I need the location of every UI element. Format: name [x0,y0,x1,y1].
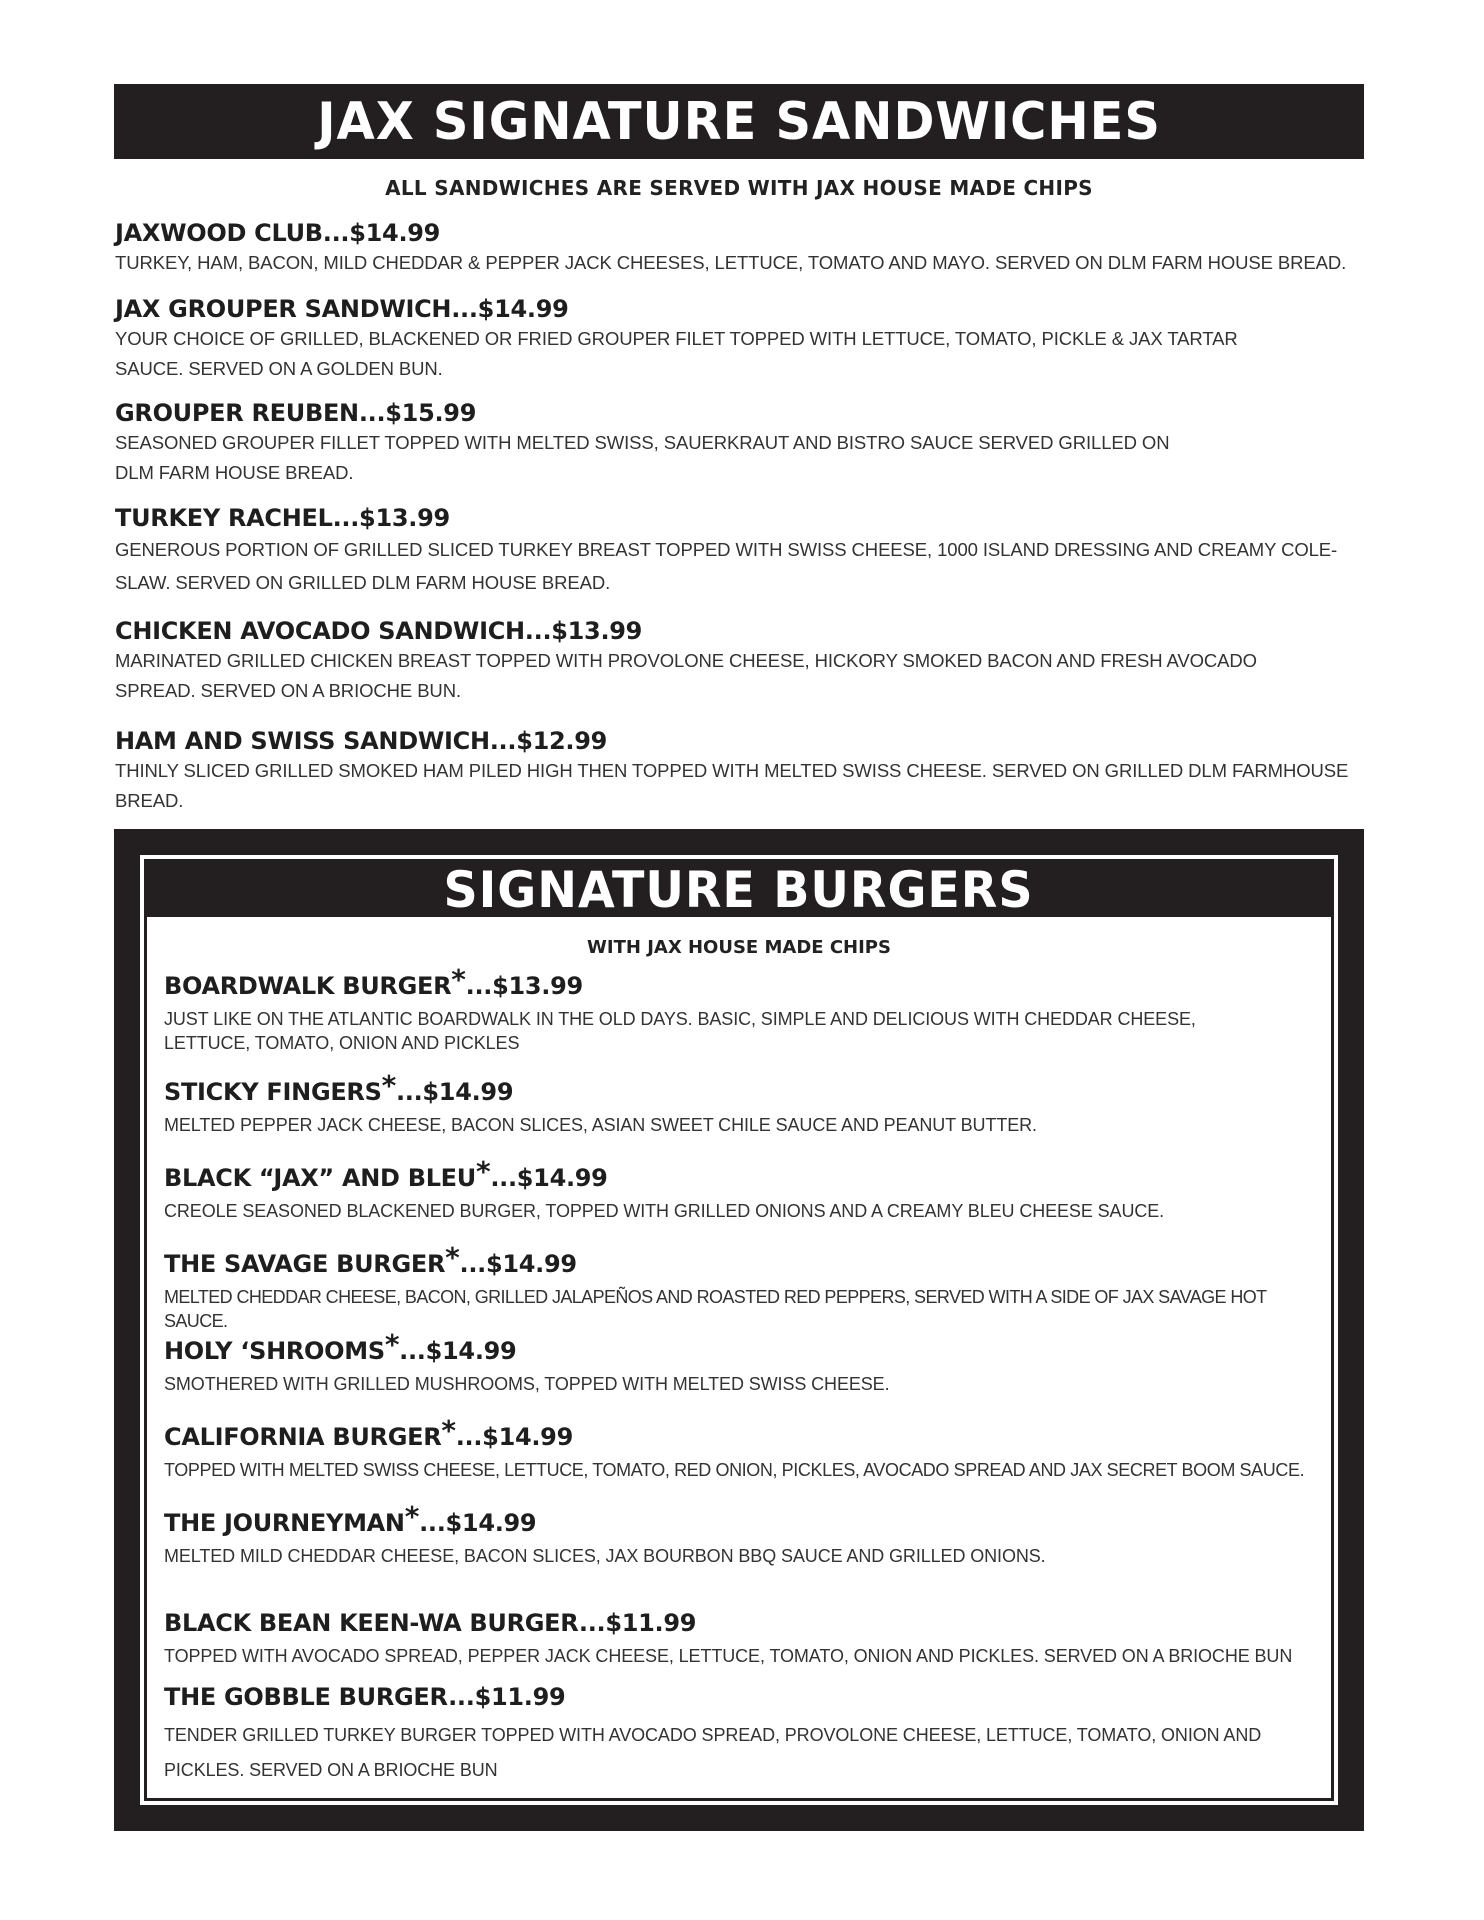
item-name: STICKY FINGERS*...$14.99 [164,1069,514,1106]
star-marker: * [441,1414,456,1447]
item-description: THINLY SLICED GRILLED SMOKED HAM PILED HIGH THEN TOPPED WITH MELTED SWISS CHEESE. SERVED ON GRILLED DLM FARMHOUSE BREAD. [115,760,1349,811]
item-name: BOARDWALK BURGER*...$13.99 [164,963,583,1000]
burgers-panel-inner [140,855,1338,1805]
star-marker: * [384,1328,400,1361]
burgers-header-bar [147,862,1331,917]
item-description: YOUR CHOICE OF GRILLED, BLACKENED OR FRIED GROUPER FILET TOPPED WITH LETTUCE, TOMATO, PICKLE & JAX TARTAR SAUCE. SERVED ON A GOLDEN BUN. [115,328,1238,379]
star-marker: * [404,1500,420,1533]
item-name: THE SAVAGE BURGER*...$14.99 [164,1241,577,1278]
burgers-frame [144,859,1334,1801]
menu-item [164,1241,1334,1333]
item-description: GENEROUS PORTION OF GRILLED SLICED TURKEY BREAST TOPPED WITH SWISS CHEESE, 1000 ISLAND DRESSING AND CREAMY COLE-SLAW. SERVED ON GRILLED DLM FARM HOUSE BREAD. [115,539,1338,593]
item-description: MELTED CHEDDAR CHEESE, BACON, GRILLED JALAPEÑOS AND ROASTED RED PEPPERS, SERVED WITH A SIDE OF JAX SAVAGE HOT SAUCE. [164,1287,1267,1331]
menu-item [115,616,1335,706]
item-name: JAX GROUPER SANDWICH...$14.99 [115,295,569,323]
burgers-title: SIGNATURE BURGERS [444,860,1034,919]
menu-item [115,503,1365,599]
menu-item [164,1155,1334,1223]
item-description: TOPPED WITH MELTED SWISS CHEESE, LETTUCE, TOMATO, RED ONION, PICKLES, AVOCADO SPREAD AND JAX SECRET BOOM SAUCE. [164,1460,1305,1480]
item-description: MELTED MILD CHEDDAR CHEESE, BACON SLICES, JAX BOURBON BBQ SAUCE AND GRILLED ONIONS. [164,1546,1046,1566]
item-description: TURKEY, HAM, BACON, MILD CHEDDAR & PEPPER JACK CHEESES, LETTUCE, TOMATO AND MAYO. SERVED ON DLM FARM HOUSE BREAD. [115,252,1347,273]
item-name: THE JOURNEYMAN*...$14.99 [164,1500,537,1537]
star-marker: * [475,1155,491,1188]
menu-item [164,1682,1304,1788]
menu-item [115,398,1205,488]
item-description: SEASONED GROUPER FILLET TOPPED WITH MELTED SWISS, SAUERKRAUT AND BISTRO SAUCE SERVED GRILLED ON DLM FARM HOUSE BREAD. [115,432,1170,483]
sandwiches-title: JAX SIGNATURE SANDWICHES [317,91,1161,152]
menu-item [164,963,1244,1055]
burgers-subtitle: WITH JAX HOUSE MADE CHIPS [587,937,891,958]
item-description: TENDER GRILLED TURKEY BURGER TOPPED WITH AVOCADO SPREAD, PROVOLONE CHEESE, LETTUCE, TOMATO, ONION AND PICKLES. SERVED ON A BRIOCHE BUN [164,1725,1262,1780]
item-name: TURKEY RACHEL...$13.99 [115,504,450,532]
sandwiches-header-bar [114,84,1364,159]
item-name: HAM AND SWISS SANDWICH...$12.99 [115,727,608,755]
menu-item [115,218,1365,278]
item-description: CREOLE SEASONED BLACKENED BURGER, TOPPED WITH GRILLED ONIONS AND A CREAMY BLEU CHEESE SAUCE. [164,1201,1165,1221]
star-marker: * [445,1241,460,1274]
item-description: MARINATED GRILLED CHICKEN BREAST TOPPED WITH PROVOLONE CHEESE, HICKORY SMOKED BACON AND FRESH AVOCADO SPREAD. SERVED ON A BRIOCHE BUN. [115,650,1257,701]
star-marker: * [381,1069,396,1102]
item-description: JUST LIKE ON THE ATLANTIC BOARDWALK IN THE OLD DAYS. BASIC, SIMPLE AND DELICIOUS WITH CHEDDAR CHEESE, LETTUCE, TOMATO, ONION AND PICKLES [164,1009,1196,1053]
item-name: CHICKEN AVOCADO SANDWICH...$13.99 [115,617,643,645]
menu-item [164,1414,1334,1482]
menu-item [164,1328,1334,1396]
star-marker: * [451,963,466,996]
burgers-panel [114,829,1364,1831]
item-name: GROUPER REUBEN...$15.99 [115,399,477,427]
menu-item [164,1500,1334,1568]
item-description: TOPPED WITH AVOCADO SPREAD, PEPPER JACK CHEESE, LETTUCE, TOMATO, ONION AND PICKLES. SERVED ON A BRIOCHE BUN [164,1646,1293,1666]
item-name: BLACK BEAN KEEN-WA BURGER...$11.99 [164,1609,697,1637]
item-name: JAXWOOD CLUB...$14.99 [115,219,441,247]
menu-item [115,726,1365,816]
menu-item [164,1069,1334,1137]
item-name: CALIFORNIA BURGER*...$14.99 [164,1414,573,1451]
item-name: THE GOBBLE BURGER...$11.99 [164,1683,566,1711]
menu-item [164,1608,1334,1668]
item-description: MELTED PEPPER JACK CHEESE, BACON SLICES, ASIAN SWEET CHILE SAUCE AND PEANUT BUTTER. [164,1115,1037,1135]
item-description: SMOTHERED WITH GRILLED MUSHROOMS, TOPPED WITH MELTED SWISS CHEESE. [164,1374,890,1394]
menu-item [115,294,1275,384]
sandwiches-subtitle: ALL SANDWICHES ARE SERVED WITH JAX HOUSE MADE CHIPS [385,176,1093,200]
item-name: BLACK “JAX” AND BLEU*...$14.99 [164,1155,608,1192]
item-name: HOLY ‘SHROOMS*...$14.99 [164,1328,517,1365]
